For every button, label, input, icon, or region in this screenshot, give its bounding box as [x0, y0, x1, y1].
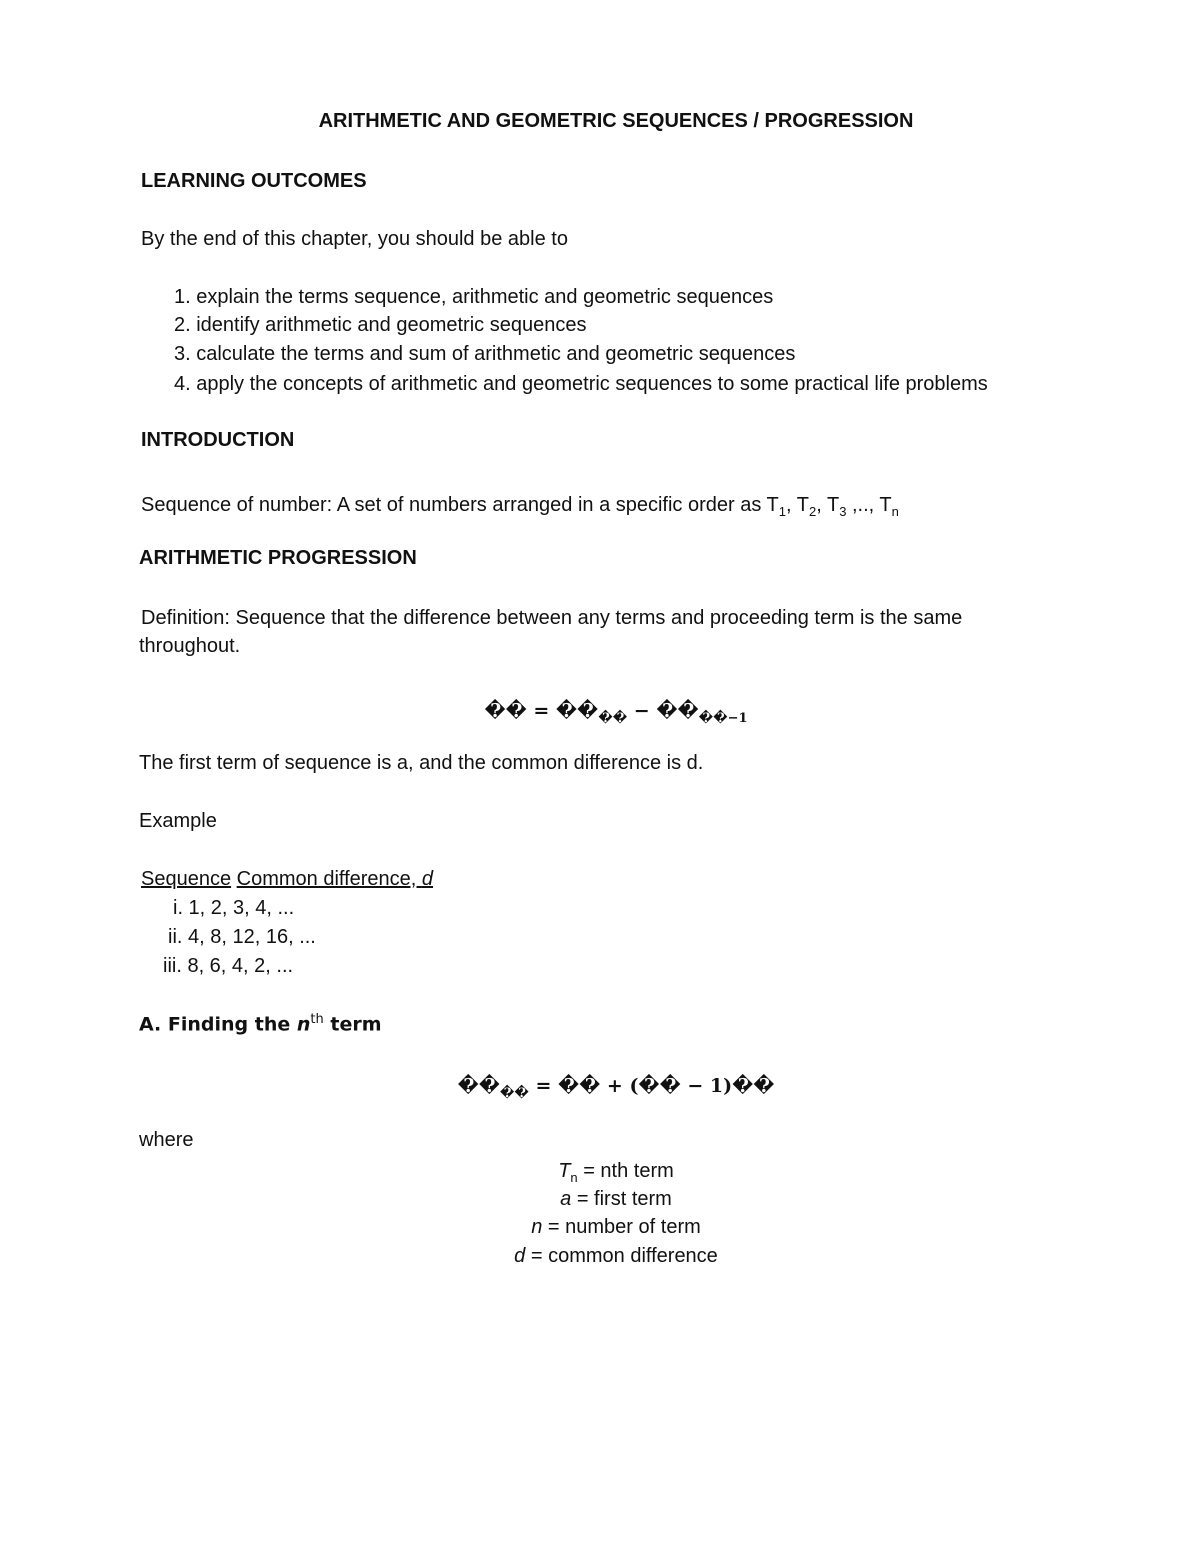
document-title: ARITHMETIC AND GEOMETRIC SEQUENCES / PROGRESSION — [318, 110, 914, 132]
header-sequence: Sequence — [141, 868, 232, 890]
example-row-2: ii. 4, 8, 12, 16, ... — [168, 926, 316, 948]
example-row-1: i. 1, 2, 3, 4, ... — [173, 897, 295, 919]
separator-3: ,.., T — [846, 494, 892, 516]
header-common-difference — [237, 868, 433, 890]
learning-outcomes-intro: By the end of this chapter, you should be able to — [141, 228, 568, 250]
example-label: Example — [139, 810, 217, 832]
nth-heading-suffix: term — [323, 1013, 382, 1036]
outcome-item-1: 1. explain the terms sequence, arithmetic and geometric sequences — [174, 286, 774, 308]
sequence-definition-text: Sequence of number: A set of numbers arranged in a specific order as T — [141, 494, 779, 516]
common-difference-formula — [0, 700, 1200, 726]
nth-term-heading — [139, 1012, 382, 1035]
def-d-text: = common difference — [525, 1245, 718, 1267]
formula1-main: �� = �� — [484, 700, 599, 722]
definition-a — [0, 1188, 1200, 1211]
formula2-rest: = �� + (�� − 1)�� — [528, 1075, 775, 1097]
def-tn-sub: n — [570, 1170, 578, 1185]
definition-tn — [0, 1160, 1200, 1185]
definition-line-2: throughout. — [139, 635, 241, 657]
learning-outcomes-heading: LEARNING OUTCOMES — [141, 170, 367, 192]
subscript-n: n — [891, 504, 899, 519]
nth-heading-var: n — [296, 1013, 311, 1036]
def-tn-text: = nth term — [577, 1160, 674, 1182]
outcome-item-3: 3. calculate the terms and sum of arithmetic and geometric sequences — [174, 343, 796, 365]
def-a-var: a — [560, 1188, 572, 1210]
header-diff-var: d — [421, 868, 434, 890]
def-d-var: d — [514, 1245, 526, 1267]
formula1-sub1: �� — [598, 710, 628, 726]
formula2-sub: �� — [499, 1085, 529, 1101]
def-n-var: n — [531, 1216, 543, 1238]
definition-d — [0, 1245, 1200, 1268]
outcome-item-2: 2. identify arithmetic and geometric sequences — [174, 314, 587, 336]
separator-1: , T — [786, 494, 809, 516]
formula1-mid: − �� — [627, 700, 699, 722]
subscript-1: 1 — [778, 504, 787, 519]
arithmetic-progression-heading: ARITHMETIC PROGRESSION — [139, 547, 417, 569]
where-label: where — [139, 1129, 194, 1151]
def-n-text: = number of term — [542, 1216, 701, 1238]
separator-2: , T — [816, 494, 840, 516]
definition-line-1: Definition: Sequence that the difference between any terms and proceeding term is the same — [141, 607, 963, 629]
definition-n — [0, 1216, 1200, 1239]
first-term-text: The first term of sequence is a, and the common difference is d. — [139, 752, 704, 774]
header-diff-text: Common difference, — [236, 868, 422, 890]
introduction-heading: INTRODUCTION — [141, 429, 295, 451]
outcome-item-4: 4. apply the concepts of arithmetic and geometric sequences to some practical life problems — [174, 373, 988, 395]
subscript-2: 2 — [808, 504, 817, 519]
example-table-header — [141, 868, 433, 891]
example-row-3: iii. 8, 6, 4, 2, ... — [163, 955, 294, 977]
formula1-sub2: ��−1 — [698, 710, 748, 726]
nth-heading-prefix: A. Finding the — [139, 1013, 297, 1036]
nth-heading-sup: th — [310, 1012, 324, 1027]
def-a-text: = first term — [571, 1188, 672, 1210]
subscript-3: 3 — [839, 504, 847, 519]
def-tn-var: T — [558, 1160, 571, 1182]
nth-term-formula — [0, 1075, 1200, 1101]
sequence-definition — [141, 494, 899, 519]
formula2-main: �� — [457, 1075, 500, 1097]
